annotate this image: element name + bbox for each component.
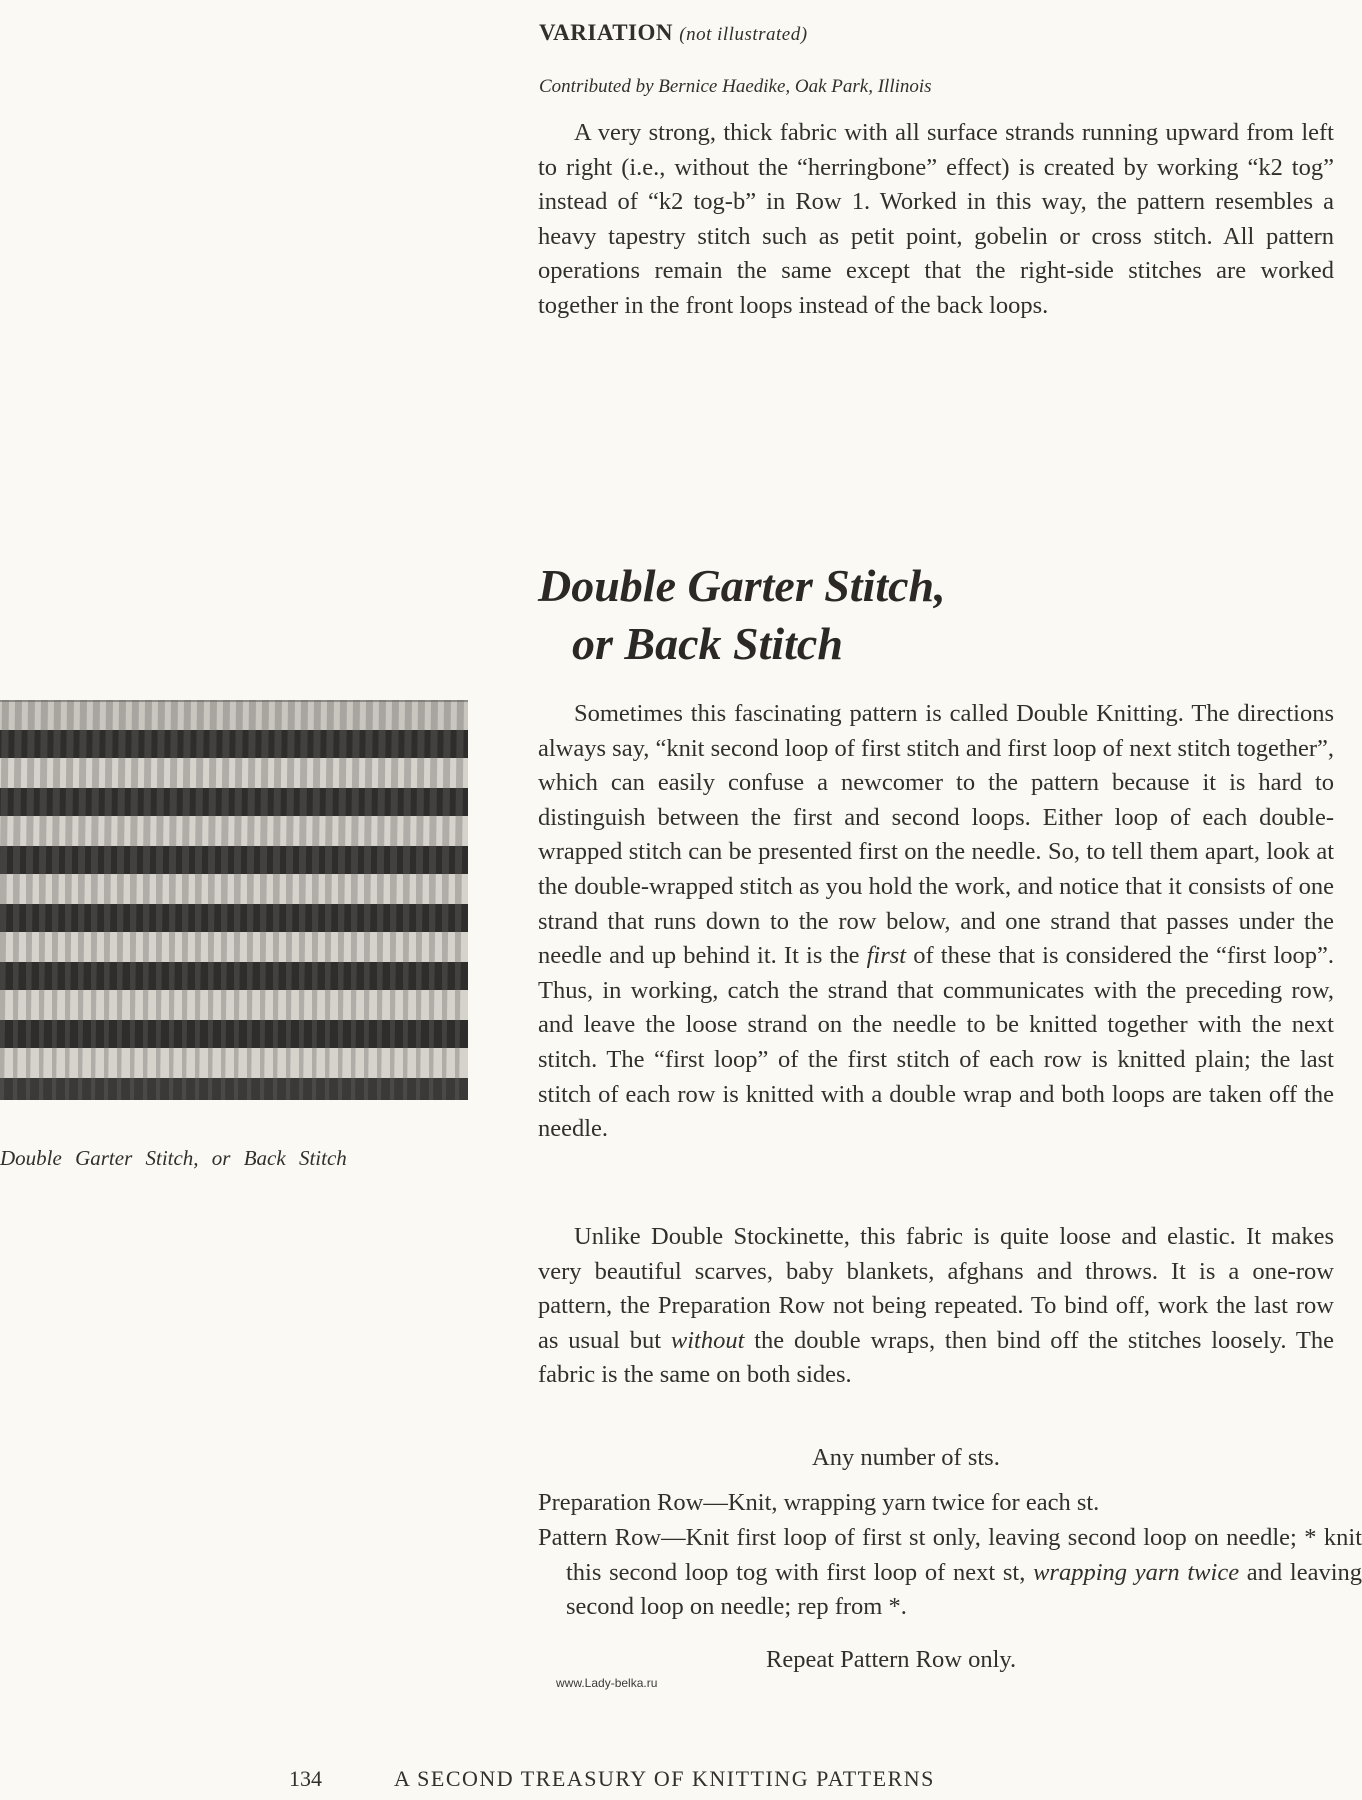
stitch-swatch-photo (0, 700, 468, 1100)
pattern-title-line-1: Double Garter Stitch, (538, 560, 946, 611)
running-head: A SECOND TREASURY OF KNITTING PATTERNS (394, 1766, 935, 1791)
variation-paragraph: A very strong, thick fabric with all surface strands running upward from left to right (i.e., without the “herringbone” effect) is created by working “k2 tog” instead of “k2 tog-b” in Row 1. Worked in this way, the pattern resembles a heavy tapestry stitch such as petit point, gobelin or cross stitch. All pattern operations remain the same except that the right-side stitches are worked together in the front loops instead of the back loops. (538, 119, 1334, 319)
page-number: 134 (289, 1766, 322, 1791)
book-page: VARIATION (not illustrated) Contributed by Bernice Haedike, Oak Park, Illinois A very strong, thick fabric with all surface strands running upward from left to right (i.e., without the “herringbone” effect) is created by working “k2 tog” instead of “k2 tog-b” in Row 1. Worked in this way, the pattern resembles a heavy tapestry stitch such as petit point, gobelin or cross stitch. All pattern operations remain the same except that the right-side stitches are worked together in the front loops instead of the back loops. Double Garter Stitch, or Back Stitch Double Garter Stitch, or Back Stitch Sometimes this fascinating pattern is called Double Knitting. The directions always say, “knit second loop of first stitch and first loop of next stitch together”, which can easily confuse a newcomer to the pattern because it is hard to distinguish between the first and second loops. Either loop of each double-wrapped stitch can be presented first on the needle. So, to tell them apart, look at the double-wrapped stitch as you hold the work, and notice that it consists of one strand that runs down to the row below, and one strand that passes under the needle and up behind it. It is the first of these that is considered the “first loop”. Thus, in working, catch the strand that communicates with the preceding row, and leave the loose strand on the needle to be knitted together with the next stitch. The “first loop” of the first stitch of each row is knitted plain; the last stitch of each row is knitted with a double wrap and both loops are taken off the needle. Unlike Double Stockinette, this fabric is quite loose and elastic. It makes very beautiful scarves, baby blankets, afghans and throws. It is a one-row pattern, the Preparation Row not being repeated. To bind off, work the last row as usual but without the double wraps, then bind off the stitches loosely. The fabric is the same on both sides. Any number of sts. Preparation Row—Knit, wrapping yarn twice for each st. Pattern Row—Knit first loop of first st only, leaving second loop on needle; * knit this second loop tog with first loop of next st, wrapping yarn twice and leaving second loop on needle; rep from *. Repeat Pattern Row only. www.Lady-belka.ru 134 A SECOND TREASURY OF KNITTING PATTERNS (0, 20, 1362, 1791)
preparation-row: Preparation Row—Knit, wrapping yarn twice for each st. (538, 1489, 1100, 1516)
variation-contributor: Contributed by Bernice Haedike, Oak Park, Illinois (539, 76, 932, 97)
variation-heading (539, 20, 808, 46)
variation-note: (not illustrated) (679, 24, 808, 45)
variation-label: VARIATION (539, 20, 674, 45)
body-paragraph-1: Sometimes this fascinating pattern is called Double Knitting. The directions always say, “knit second loop of first stitch and first loop of next stitch together”, which can easily confuse a newcomer to the pattern because it is hard to distinguish between the first and second loops. Either loop of each double-wrapped stitch can be presented first on the needle. So, to tell them apart, look at the double-wrapped stitch as you hold the work, and notice that it consists of one strand that runs down to the row below, and one strand that passes under the needle and up behind it. It is the first of these that is considered the “first loop”. Thus, in working, catch the strand that communicates with the preceding row, and leave the loose strand on the needle to be knitted together with the next stitch. The “first loop” of the first stitch of each row is knitted plain; the last stitch of each row is knitted with a double wrap and both loops are taken off the needle. (538, 700, 1334, 1143)
pattern-row: Pattern Row—Knit first loop of first st only, leaving second loop on needle; * knit this second loop tog with first loop of next st, wrapping yarn twice and leaving second loop on needle; rep from *. (538, 1524, 1362, 1621)
figure-caption: Double Garter Stitch, or Back Stitch (0, 1146, 347, 1170)
pattern-title-line-2: or Back Stitch (572, 618, 843, 669)
repeat-instruction: Repeat Pattern Row only. (766, 1646, 1017, 1673)
body-paragraph-2: Unlike Double Stockinette, this fabric is quite loose and elastic. It makes very beautiful scarves, baby blankets, afghans and throws. It is a one-row pattern, the Preparation Row not being repeated. To bind off, work the last row as usual but without the double wraps, then bind off the stitches loosely. The fabric is the same on both sides. (538, 1223, 1334, 1389)
pattern-title (538, 557, 946, 673)
watermark: www.Lady-belka.ru (556, 1676, 658, 1690)
